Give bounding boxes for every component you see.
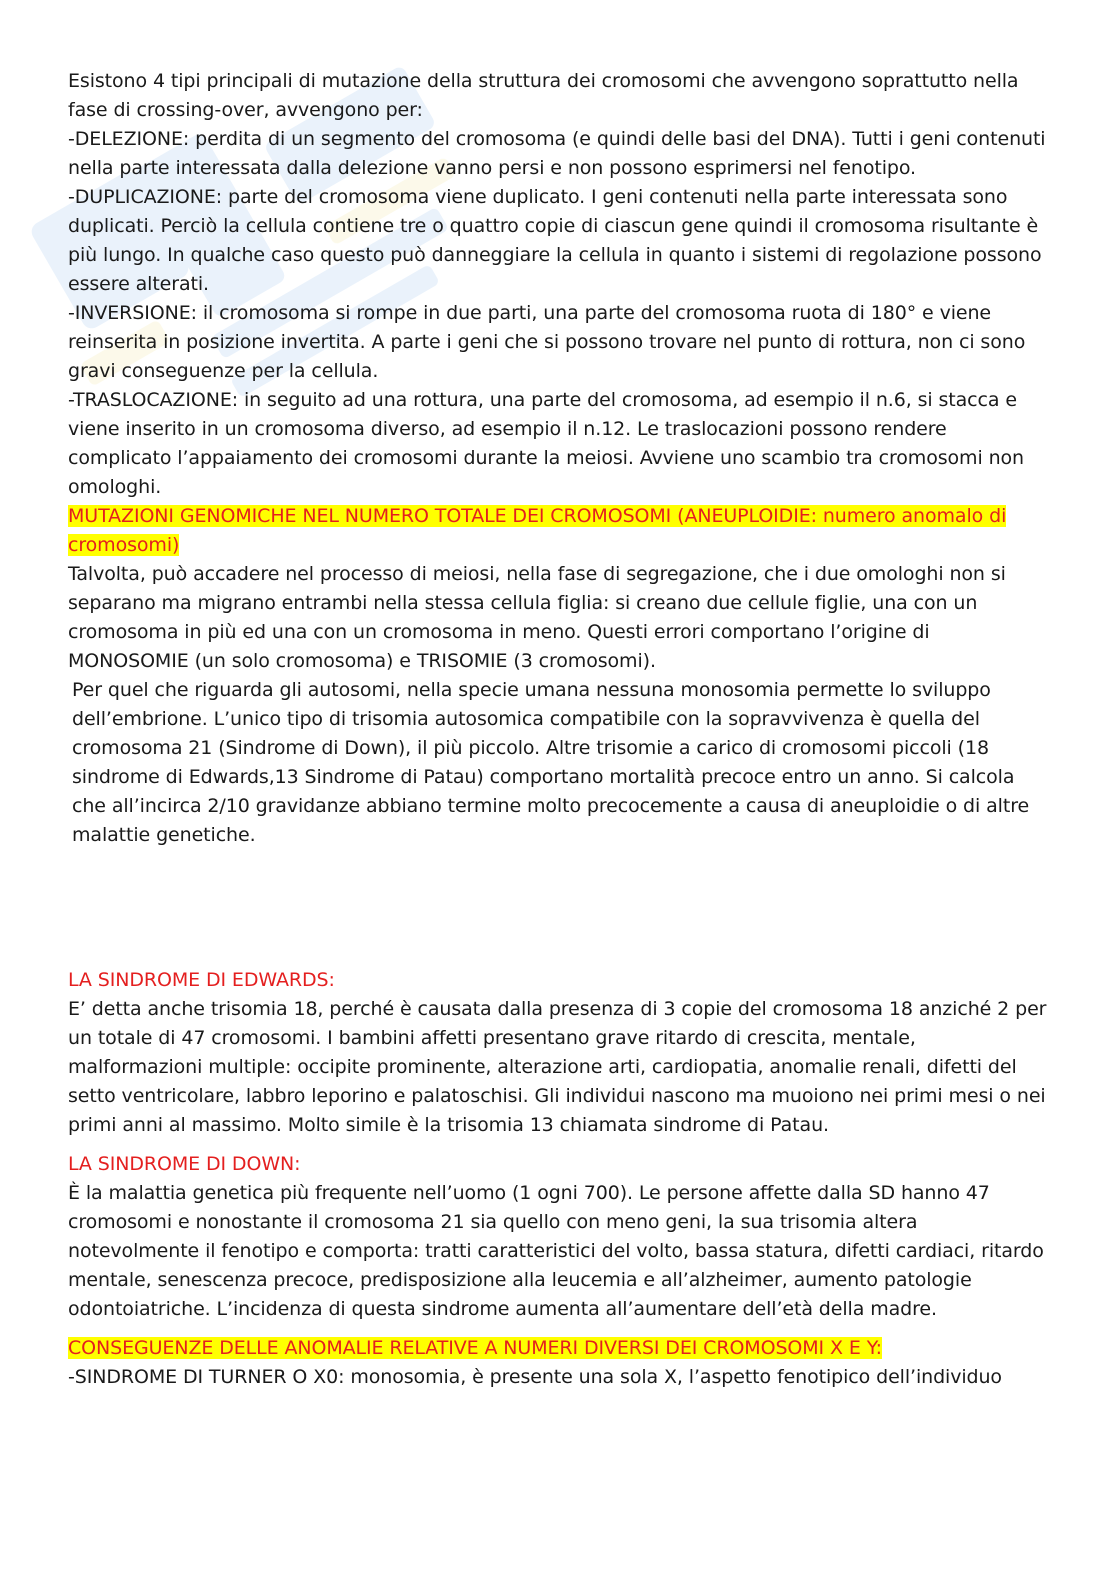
document-page xyxy=(68,67,1048,1392)
paragraph-turner: -SINDROME DI TURNER O X0: monosomia, è presente una sola X, l’aspetto fenotipico dell’individuo xyxy=(68,1366,1002,1388)
paragraph-edwards: E’ detta anche trisomia 18, perché è causata dalla presenza di 3 copie del cromosoma 18 anziché 2 per un totale di 47 cromosomi. I bambini affetti presentano grave ritardo di crescita, mentale, malformazioni multiple: occipite prominente, alterazione arti, cardiopatia, anomalie renali, difetti del setto ventricolare, labbro leporino e palatoschisi. Gli individui nascono ma muoiono nei primi mesi o nei primi anni al massimo. Molto simile è la trisomia 13 chiamata sindrome di Patau. xyxy=(68,998,1047,1136)
paragraph-down: È la malattia genetica più frequente nell’uomo (1 ogni 700). Le persone affette dalla SD hanno 47 cromosomi e nonostante il cromosoma 21 sia quello con meno geni, la sua trisomia altera notevolmente il fenotipo e comporta: tratti caratteristici del volto, bassa statura, difetti cardiaci, ritardo mentale, senescenza precoce, predisposizione alla leucemia e all’alzheimer, aumento patologie odontoiatriche. L’incidenza di questa sindrome aumenta all’aumentare dell’età della madre. xyxy=(68,1182,1044,1320)
mutation-duplicazione: -DUPLICAZIONE: parte del cromosoma viene duplicato. I geni contenuti nella parte interessata sono duplicati. Perciò la cellula contiene tre o quattro copie di ciascun gene quindi il cromosoma risultante è più lungo. In qualche caso questo può danneggiare la cellula in quanto i sistemi di regolazione possono essere alterati. xyxy=(68,186,1042,295)
mutation-traslocazione: -TRASLOCAZIONE: in seguito ad una rottura, una parte del cromosoma, ad esempio il n.6, si stacca e viene inserito in un cromosoma diverso, ad esempio il n.12. Le traslocazioni possono rendere complicato l’appaiamento dei cromosomi durante la meiosi. Avviene uno scambio tra cromosomi non omologhi. xyxy=(68,389,1024,498)
heading-xy xyxy=(68,1334,1048,1363)
spacer xyxy=(68,1324,1048,1334)
heading-aneuploidie xyxy=(68,502,1048,560)
paragraph-meiosi: Talvolta, può accadere nel processo di meiosi, nella fase di segregazione, che i due omologhi non si separano ma migrano entrambi nella stessa cellula figlia: si creano due cellule figlie, una con un cromosoma in più ed una con un cromosoma in meno. Questi errori comportano l’origine di MONOSOMIE (un solo cromosoma) e TRISOMIE (3 cromosomi). xyxy=(68,563,1006,672)
mutation-delezione: -DELEZIONE: perdita di un segmento del cromosoma (e quindi delle basi del DNA). Tutti i geni contenuti nella parte interessata dalla delezione vanno persi e non possono esprimersi nel fenotipo. xyxy=(68,128,1046,179)
mutation-inversione: -INVERSIONE: il cromosoma si rompe in due parti, una parte del cromosoma ruota di 180° e viene reinserita in posizione invertita. A parte i geni che si possono trovare nel punto di rottura, non ci sono gravi conseguenze per la cellula. xyxy=(68,302,1026,382)
paragraph-autosomi: Per quel che riguarda gli autosomi, nella specie umana nessuna monosomia permette lo sviluppo dell’embrione. L’unico tipo di trisomia autosomica compatibile con la sopravvivenza è quella del cromosoma 21 (Sindrome di Down), il più piccolo. Altre trisomie a carico di cromosomi piccoli (18 sindrome di Edwards,13 Sindrome di Patau) comportano mortalità precoce entro un anno. Si calcola che all’incirca 2/10 gravidanze abbiano termine molto precocemente a causa di aneuploidie o di altre malattie genetiche. xyxy=(72,679,1030,846)
heading-down: LA SINDROME DI DOWN: xyxy=(68,1153,301,1175)
heading-aneuploidie-text: MUTAZIONI GENOMICHE NEL NUMERO TOTALE DEI CROMOSOMI (ANEUPLOIDIE: numero anomalo di cromosomi) xyxy=(68,505,1007,556)
spacer xyxy=(68,1140,1048,1150)
heading-edwards: LA SINDROME DI EDWARDS: xyxy=(68,969,335,991)
intro-paragraph: Esistono 4 tipi principali di mutazione della struttura dei cromosomi che avvengono soprattutto nella fase di crossing-over, avvengono per: xyxy=(68,70,1019,121)
spacer xyxy=(68,850,1048,966)
heading-xy-text: CONSEGUENZE DELLE ANOMALIE RELATIVE A NUMERI DIVERSI DEI CROMOSOMI X E Y: xyxy=(68,1337,882,1359)
